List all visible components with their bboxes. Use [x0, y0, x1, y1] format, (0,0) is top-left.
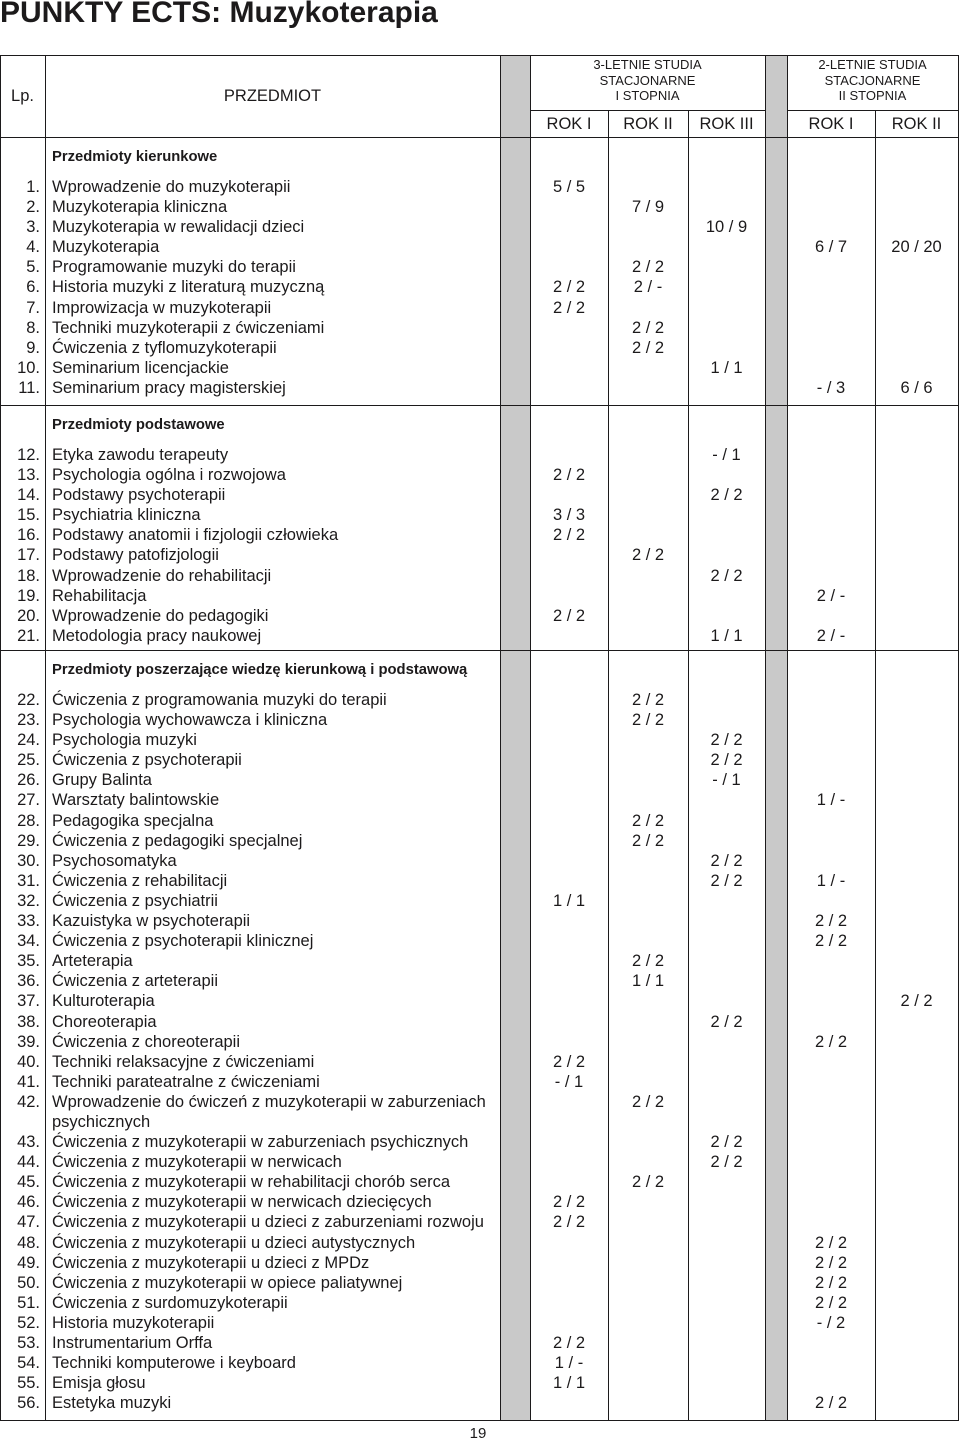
row-number: 25.: [17, 751, 40, 770]
subject-name: Wprowadzenie do pedagogiki: [52, 606, 269, 625]
row-number: 10.: [17, 358, 40, 377]
subject-name: Techniki relaksacyjne z ćwiczeniami: [52, 1052, 315, 1071]
grid-line: [765, 55, 766, 1421]
table-row: [0, 545, 959, 565]
section-title: Przedmioty poszerzające wiedzę kierunkową i podstawową: [52, 662, 468, 678]
study-group-line: 3-LETNIE STUDIA: [593, 57, 702, 72]
row-number: 26.: [17, 771, 40, 790]
row-number: 18.: [17, 566, 40, 585]
row-number: 12.: [17, 446, 40, 464]
grid-line: [0, 1420, 959, 1421]
ects-value: 2 / 2: [552, 298, 586, 317]
subject-name: Psychologia wychowawcza i kliniczna: [52, 711, 328, 730]
row-number: 34.: [17, 932, 40, 951]
row-number: 35.: [17, 952, 40, 971]
table-row: [0, 445, 959, 465]
subject-name: Ćwiczenia z muzykoterapii w zaburzeniach psychicznych: [52, 1133, 469, 1152]
subject-name: Psychologia muzyki: [52, 731, 197, 750]
row-number: 5.: [26, 258, 40, 277]
row-number: 36.: [17, 972, 40, 991]
year-header: ROK I: [808, 115, 854, 133]
grid-line: [958, 55, 959, 1421]
table-row: [0, 257, 959, 277]
grid-line: [0, 55, 959, 56]
subject-name: Ćwiczenia z tyflomuzykoterapii: [52, 338, 277, 357]
table-row: [0, 1373, 959, 1393]
subject-name: Podstawy psychoterapii: [52, 486, 226, 505]
ects-value: 2 / 2: [631, 811, 665, 830]
table-row: [0, 991, 959, 1011]
subject-name: Estetyka muzyki: [52, 1394, 172, 1413]
table-row: [0, 730, 959, 750]
ects-value: 2 / 2: [814, 1394, 848, 1413]
subject-name: Ćwiczenia z programowania muzyki do terapii: [52, 691, 387, 709]
row-number: 33.: [17, 912, 40, 931]
ects-value: - / 3: [816, 378, 846, 397]
row-number: 3.: [26, 218, 40, 237]
row-number: 47.: [17, 1213, 40, 1232]
table-row: [0, 358, 959, 378]
subject-name: Historia muzykoterapii: [52, 1313, 215, 1332]
row-number: 19.: [17, 586, 40, 605]
subject-name: Muzykoterapia: [52, 238, 160, 257]
ects-value: 3 / 3: [552, 506, 586, 525]
row-number: 42.: [17, 1092, 40, 1111]
study-group-header-2-year: [787, 57, 958, 104]
subject-name: Seminarium licencjackie: [52, 358, 229, 377]
subject-name: Podstawy anatomii i fizjologii człowieka: [52, 526, 339, 545]
study-group-header-3-year: [530, 57, 765, 104]
row-number: 31.: [17, 871, 40, 890]
row-number: 29.: [17, 831, 40, 850]
table-row: [0, 851, 959, 871]
ects-value: 1 / 1: [710, 626, 743, 645]
ects-value: 2 / 2: [710, 731, 743, 750]
table-row: [0, 770, 959, 790]
subject-name: Historia muzyki z literaturą muzyczną: [52, 278, 325, 297]
ects-value: 1 / -: [816, 791, 846, 810]
table-row: [0, 525, 959, 545]
ects-table-body: [0, 137, 959, 1420]
ects-value: 2 / 2: [631, 711, 665, 730]
row-number: 54.: [17, 1354, 40, 1373]
subject-name: Ćwiczenia z choreoterapii: [52, 1032, 241, 1051]
grid-line: [787, 110, 959, 111]
row-number: 45.: [17, 1173, 40, 1192]
ects-value: 2 / 2: [631, 1092, 665, 1111]
table-row: [0, 566, 959, 586]
subject-name: Ćwiczenia z muzykoterapii u dzieci z zaburzeniami rozwoju: [52, 1213, 484, 1232]
ects-value: 1 / -: [554, 1354, 584, 1373]
table-row: [0, 1032, 959, 1052]
table-row: [0, 690, 959, 710]
ects-value: 2 / 2: [814, 932, 848, 951]
study-group-line: I STOPNIA: [615, 88, 680, 103]
subject-name: Emisja głosu: [52, 1374, 146, 1393]
ects-value: 2 / 2: [631, 318, 665, 337]
ects-value: 2 / 2: [552, 1334, 586, 1352]
table-row: [0, 1273, 959, 1293]
table-row: [0, 1233, 959, 1253]
column-header-subject-label: PRZEDMIOT: [223, 86, 322, 105]
ects-value: 2 / 2: [552, 1052, 586, 1071]
table-row: [0, 237, 959, 257]
subject-name: Arteterapia: [52, 952, 133, 971]
year-header: ROK II: [891, 115, 942, 133]
ects-value: - / 1: [712, 446, 741, 464]
ects-value: 2 / 2: [814, 1233, 848, 1252]
ects-value: 2 / -: [816, 626, 846, 645]
row-number: 11.: [18, 378, 40, 397]
table-row: [0, 1353, 959, 1373]
table-row: [0, 1192, 959, 1212]
table-row: [0, 1052, 959, 1072]
row-number: 51.: [17, 1293, 40, 1312]
subject-name: Ćwiczenia z psychiatrii: [52, 891, 218, 910]
table-row: [0, 710, 959, 730]
subject-name: Seminarium pracy magisterskiej: [52, 378, 286, 397]
ects-value: 2 / 2: [814, 1293, 848, 1312]
grid-line: [500, 55, 501, 1421]
column-header-subject: [45, 55, 500, 137]
grid-line: [0, 55, 1, 1421]
grid-line: [0, 650, 959, 651]
ects-value: 2 / 2: [710, 871, 743, 890]
ects-value: 2 / 2: [710, 851, 743, 870]
table-row: [0, 1072, 959, 1092]
subject-name: Etyka zawodu terapeuty: [52, 446, 229, 464]
table-row: [0, 606, 959, 626]
grid-line: [530, 55, 531, 1421]
row-number: 27.: [17, 791, 40, 810]
ects-value: 2 / 2: [710, 566, 743, 585]
row-number: 49.: [17, 1253, 40, 1272]
study-group-line: STACJONARNE: [599, 72, 696, 88]
subject-name: Ćwiczenia z muzykoterapii u dzieci z MPDz: [52, 1253, 370, 1272]
year-header: ROK II: [623, 115, 673, 133]
table-row: [0, 465, 959, 485]
ects-value: 2 / 2: [710, 1012, 743, 1031]
subject-name: Podstawy patofizjologii: [52, 546, 219, 565]
ects-value: 2 / 2: [552, 526, 586, 545]
row-number: 32.: [17, 891, 40, 910]
section-title: Przedmioty podstawowe: [52, 417, 225, 433]
table-row: [0, 318, 959, 338]
table-row: [0, 378, 959, 398]
ects-value: 10 / 9: [705, 218, 748, 237]
row-number: 4.: [26, 238, 40, 257]
ects-value: - / 2: [816, 1313, 846, 1332]
subject-name: Pedagogika specjalna: [52, 811, 214, 830]
subject-name: Ćwiczenia z rehabilitacji: [52, 871, 228, 890]
row-number: 1.: [26, 178, 40, 196]
row-number: 17.: [17, 546, 40, 565]
table-row: [0, 1333, 959, 1353]
subject-name: Programowanie muzyki do terapii: [52, 258, 296, 277]
table-row: [0, 931, 959, 951]
subject-name: Ćwiczenia z arteterapii: [52, 972, 218, 991]
ects-value: 2 / 2: [900, 992, 933, 1011]
table-row: [0, 951, 959, 971]
subject-name: Ćwiczenia z pedagogiki specjalnej: [52, 831, 303, 850]
table-row: [0, 298, 959, 318]
row-number: 53.: [17, 1334, 40, 1352]
row-number: 56.: [17, 1394, 40, 1413]
table-row: [0, 338, 959, 358]
ects-value: - / 1: [554, 1072, 584, 1091]
ects-value: 2 / -: [816, 586, 846, 605]
row-number: 50.: [17, 1273, 40, 1292]
table-row: [0, 277, 959, 297]
subject-name: Ćwiczenia z muzykoterapii w nerwicach: [52, 1153, 342, 1172]
row-number: 39.: [17, 1032, 40, 1051]
subject-name: Kulturoterapia: [52, 992, 155, 1011]
year-header: ROK III: [699, 115, 754, 133]
ects-value: - / 1: [712, 771, 741, 790]
table-row: [0, 891, 959, 911]
ects-value: 2 / 2: [631, 338, 665, 357]
row-number: 37.: [17, 992, 40, 1011]
ects-value: 2 / 2: [631, 691, 665, 709]
ects-value: 2 / 2: [631, 952, 665, 971]
ects-value: 2 / 2: [631, 258, 665, 277]
subject-name: Ćwiczenia z psychoterapii: [52, 751, 242, 770]
subject-name: Instrumentarium Orffa: [52, 1334, 213, 1352]
table-row: [0, 586, 959, 606]
table-row: [0, 485, 959, 505]
subject-name: Ćwiczenia z muzykoterapii w rehabilitacji chorób serca: [52, 1173, 450, 1192]
row-number: 8.: [26, 318, 40, 337]
table-row: [0, 1092, 959, 1132]
ects-value: 2 / 2: [631, 831, 665, 850]
ects-value: 2 / 2: [710, 1153, 743, 1172]
row-number: 55.: [17, 1374, 40, 1393]
table-row: [0, 1212, 959, 1232]
row-number: 23.: [17, 711, 40, 730]
ects-value: 2 / 2: [710, 1133, 743, 1152]
row-number: 2.: [26, 198, 40, 217]
table-row: [0, 1012, 959, 1032]
ects-value: 2 / 2: [552, 606, 586, 625]
table-section: [0, 650, 959, 1420]
table-row: [0, 1313, 959, 1333]
row-number: 40.: [17, 1052, 40, 1071]
ects-value: 1 / -: [816, 871, 846, 890]
subject-name: Improwizacja w muzykoterapii: [52, 298, 272, 317]
page-title: PUNKTY ECTS: Muzykoterapia: [0, 0, 438, 29]
subject-name: Kazuistyka w psychoterapii: [52, 912, 251, 931]
ects-value: 1 / 1: [710, 358, 743, 377]
row-number: 9.: [26, 338, 40, 357]
ects-value: 2 / 2: [552, 278, 586, 297]
subject-name: Ćwiczenia z muzykoterapii w opiece paliatywnej: [52, 1273, 403, 1292]
ects-value: 2 / 2: [552, 1193, 586, 1212]
table-row: [0, 971, 959, 991]
ects-value: 1 / 1: [552, 891, 586, 910]
table-row: [0, 831, 959, 851]
ects-value: 2 / 2: [710, 486, 743, 505]
row-number: 16.: [17, 526, 40, 545]
row-number: 28.: [17, 811, 40, 830]
ects-value: 2 / -: [633, 278, 663, 297]
row-number: 15.: [17, 506, 40, 525]
ects-value: 2 / 2: [814, 1253, 848, 1272]
subject-name: Muzykoterapia kliniczna: [52, 198, 228, 217]
subject-name: Techniki muzykoterapii z ćwiczeniami: [52, 318, 325, 337]
table-section: [0, 405, 959, 650]
subject-name: Techniki parateatralne z ćwiczeniami: [52, 1072, 320, 1091]
table-row: [0, 197, 959, 217]
study-group-line: 2-LETNIE STUDIA: [818, 57, 927, 72]
table-row: [0, 790, 959, 810]
ects-value: 7 / 9: [631, 198, 665, 217]
ects-value: 2 / 2: [814, 912, 848, 931]
section-title: Przedmioty kierunkowe: [52, 149, 218, 165]
subject-name: Choreoterapia: [52, 1012, 157, 1031]
table-row: [0, 750, 959, 770]
grid-line: [0, 137, 959, 138]
table-row: [0, 911, 959, 931]
table-row: [0, 1393, 959, 1413]
row-number: 48.: [17, 1233, 40, 1252]
table-row: [0, 505, 959, 525]
page-number: 19: [469, 1425, 487, 1440]
table-section: [0, 137, 959, 405]
subject-name: Wprowadzenie do ćwiczeń z muzykoterapii w zaburzeniach psychicznych: [52, 1092, 486, 1131]
grid-line: [530, 110, 766, 111]
row-number: 7.: [26, 298, 40, 317]
subject-name: Warsztaty balintowskie: [52, 791, 220, 810]
subject-name: Ćwiczenia z psychoterapii klinicznej: [52, 932, 314, 951]
ects-value: 20 / 20: [891, 238, 942, 257]
row-number: 20.: [17, 606, 40, 625]
table-row: [0, 626, 959, 646]
ects-value: 1 / 1: [552, 1374, 586, 1393]
grid-line: [0, 405, 959, 406]
ects-value: 2 / 2: [710, 751, 743, 770]
subject-name: Wprowadzenie do muzykoterapii: [52, 178, 291, 196]
ects-value: 2 / 2: [552, 1213, 586, 1232]
subject-name: Grupy Balinta: [52, 771, 152, 790]
row-number: 44.: [17, 1153, 40, 1172]
table-row: [0, 1172, 959, 1192]
table-row: [0, 811, 959, 831]
ects-value: 2 / 2: [814, 1032, 848, 1051]
row-number: 46.: [17, 1193, 40, 1212]
ects-value: 1 / 1: [631, 972, 665, 991]
ects-value: 2 / 2: [552, 466, 586, 485]
table-row: [0, 177, 959, 197]
ects-value: 2 / 2: [814, 1273, 848, 1292]
row-number: 14.: [17, 486, 40, 505]
table-row: [0, 217, 959, 237]
grid-line: [787, 55, 788, 1421]
subject-name: Psychologia ogólna i rozwojowa: [52, 466, 286, 485]
row-number: 21.: [17, 626, 40, 645]
row-number: 13.: [17, 466, 40, 485]
subject-name: Techniki komputerowe i keyboard: [52, 1354, 296, 1373]
table-row: [0, 871, 959, 891]
ects-value: 6 / 7: [814, 238, 848, 257]
grid-line: [45, 55, 46, 1421]
row-number: 43.: [17, 1133, 40, 1152]
column-header-lp: [0, 55, 45, 137]
column-header-lp-label: Lp.: [11, 86, 34, 105]
subject-name: Psychosomatyka: [52, 851, 177, 870]
study-group-line: II STOPNIA: [838, 88, 907, 103]
subject-name: Ćwiczenia z muzykoterapii u dzieci autystycznych: [52, 1233, 416, 1252]
table-row: [0, 1293, 959, 1313]
subject-name: Ćwiczenia z muzykoterapii w nerwicach dziecięcych: [52, 1193, 432, 1212]
subject-name: Psychiatria kliniczna: [52, 506, 201, 525]
subject-name: Metodologia pracy naukowej: [52, 626, 262, 645]
ects-value: 2 / 2: [631, 1173, 665, 1192]
subject-name: Ćwiczenia z surdomuzykoterapii: [52, 1293, 288, 1312]
subject-name: Wprowadzenie do rehabilitacji: [52, 566, 272, 585]
row-number: 52.: [17, 1313, 40, 1332]
table-row: [0, 1152, 959, 1172]
ects-value: 6 / 6: [900, 378, 933, 397]
grid-line: [608, 110, 609, 1421]
row-number: 24.: [17, 731, 40, 750]
subject-name: Muzykoterapia w rewalidacji dzieci: [52, 218, 305, 237]
row-number: 6.: [26, 278, 40, 297]
row-number: 30.: [17, 851, 40, 870]
table-row: [0, 1253, 959, 1273]
ects-value: 5 / 5: [552, 178, 586, 196]
study-group-line: STACJONARNE: [824, 72, 921, 88]
grid-line: [688, 110, 689, 1421]
grid-line: [875, 110, 876, 1421]
row-number: 41.: [17, 1072, 40, 1091]
year-header: ROK I: [546, 115, 592, 133]
table-row: [0, 1132, 959, 1152]
row-number: 22.: [17, 691, 40, 709]
row-number: 38.: [17, 1012, 40, 1031]
ects-value: 2 / 2: [631, 546, 665, 565]
subject-name: Rehabilitacja: [52, 586, 147, 605]
